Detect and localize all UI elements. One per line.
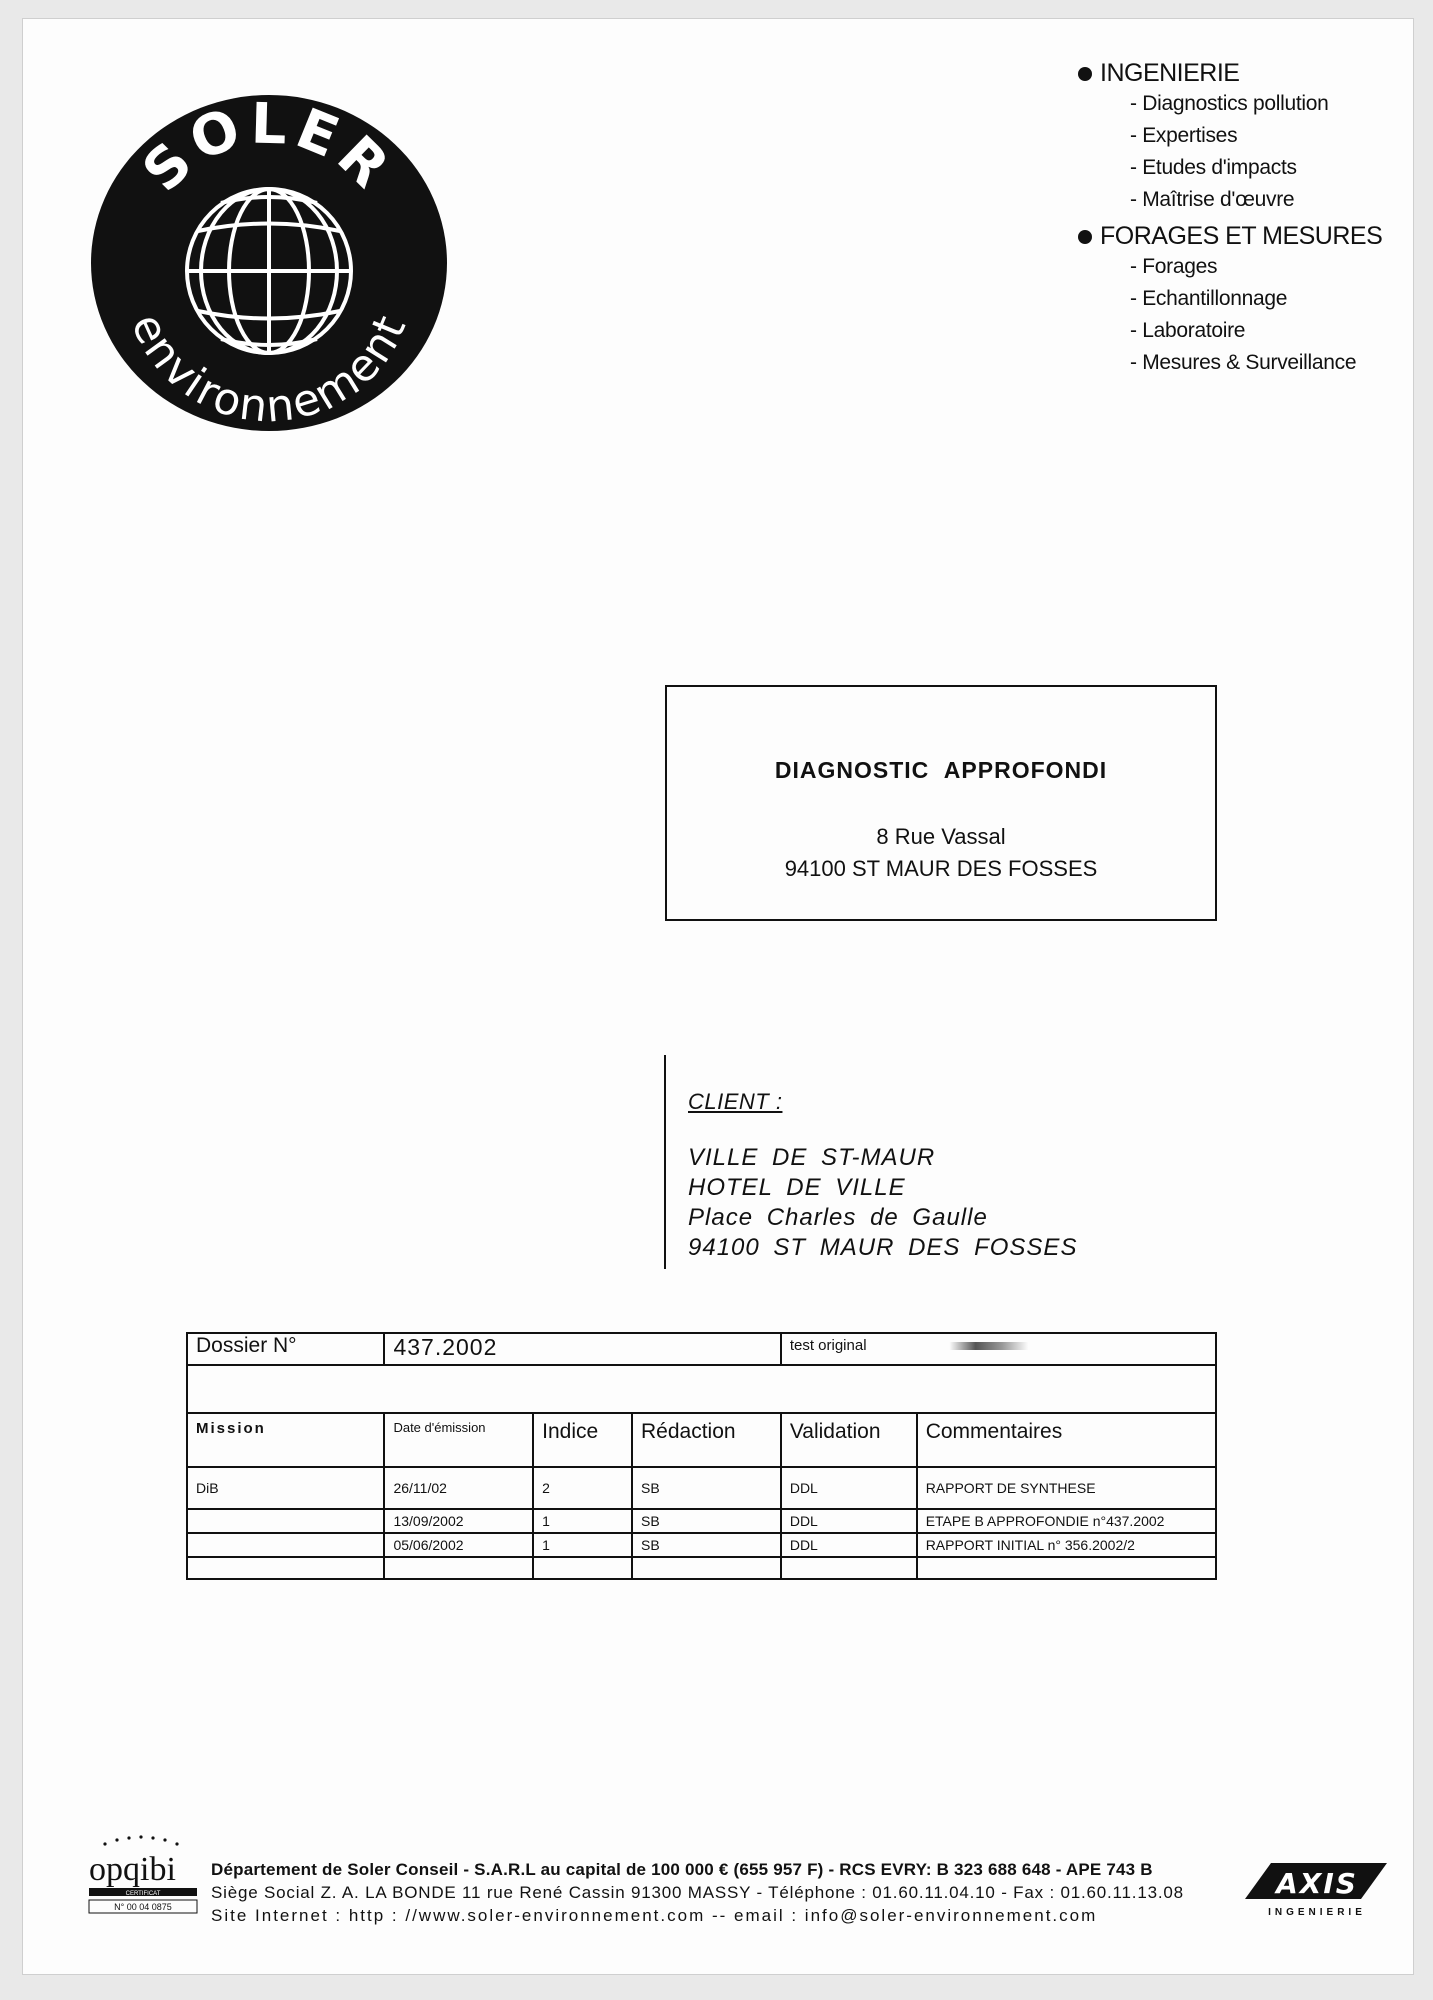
table-cell: SB xyxy=(632,1533,781,1557)
bullet-icon xyxy=(1078,67,1092,81)
service-item: - Laboratoire xyxy=(1130,319,1246,342)
footer-address-line: Siège Social Z. A. LA BONDE 11 rue René Cassin 91300 MASSY - Téléphone : 01.60.11.04.10 - Fax : 01.60.11.13.08 xyxy=(211,1883,1184,1902)
table-cell: SB xyxy=(632,1467,781,1509)
table-cell xyxy=(632,1557,781,1579)
col-header: Date d'émission xyxy=(384,1413,533,1467)
table-cell: RAPPORT DE SYNTHESE xyxy=(917,1467,1216,1509)
dossier-number: 437.2002 xyxy=(384,1333,780,1365)
table-cell: DDL xyxy=(781,1467,917,1509)
table-cell xyxy=(533,1557,632,1579)
table-cell: 2 xyxy=(533,1467,632,1509)
svg-text:CERTIFICAT: CERTIFICAT xyxy=(125,1891,161,1897)
logo-bottom-text: environnement xyxy=(120,306,417,433)
svg-text:AXIS: AXIS xyxy=(1276,1867,1358,1900)
col-header: Mission xyxy=(187,1413,384,1467)
table-cell: DDL xyxy=(781,1509,917,1533)
table-cell xyxy=(917,1557,1216,1579)
bullet-icon xyxy=(1078,230,1092,244)
col-header: Rédaction xyxy=(632,1413,781,1467)
table-cell: 13/09/2002 xyxy=(384,1509,533,1533)
service-group-forages xyxy=(1078,222,1382,379)
table-row xyxy=(187,1509,1216,1533)
stamp-smudge xyxy=(949,1342,1029,1350)
table-row xyxy=(187,1557,1216,1579)
table-cell: SB xyxy=(632,1509,781,1533)
company-footer xyxy=(211,1858,1184,1927)
client-line: 94100 ST MAUR DES FOSSES xyxy=(688,1234,1078,1261)
client-label: CLIENT : xyxy=(688,1089,783,1114)
dossier-table xyxy=(186,1332,1217,1580)
svg-text:N° 00 04 0875: N° 00 04 0875 xyxy=(114,1902,172,1912)
service-title: INGENIERIE xyxy=(1100,59,1240,87)
table-row xyxy=(187,1533,1216,1557)
soler-environnement-logo xyxy=(86,91,451,436)
table-cell xyxy=(187,1509,384,1533)
svg-text:opqibi: opqibi xyxy=(89,1851,176,1888)
service-item: - Etudes d'impacts xyxy=(1130,156,1297,179)
document-page xyxy=(22,18,1414,1975)
table-cell: 1 xyxy=(533,1509,632,1533)
svg-text:INGENIERIE: INGENIERIE xyxy=(1268,1907,1366,1918)
opqibi-certification-logo xyxy=(85,1834,203,1919)
table-cell xyxy=(781,1557,917,1579)
table-cell xyxy=(187,1533,384,1557)
service-item: - Maîtrise d'œuvre xyxy=(1130,188,1295,211)
table-cell: DDL xyxy=(781,1533,917,1557)
services-list xyxy=(1078,57,1382,379)
dossier-label: Dossier N° xyxy=(187,1333,384,1365)
service-item: - Expertises xyxy=(1130,124,1238,147)
service-item: - Mesures & Surveillance xyxy=(1130,351,1357,374)
service-group-ingenierie xyxy=(1078,59,1382,216)
table-row xyxy=(187,1467,1216,1509)
footer-legal-line: Département de Soler Conseil - S.A.R.L au capital de 100 000 € (655 957 F) - RCS EVRY: B 323 688 648 - APE 743 B xyxy=(211,1860,1153,1879)
report-title: DIAGNOSTIC APPROFONDI xyxy=(774,757,1108,783)
service-title: FORAGES ET MESURES xyxy=(1100,222,1383,250)
client-line: Place Charles de Gaulle xyxy=(688,1204,988,1231)
service-item: - Forages xyxy=(1130,255,1218,278)
table-cell: 1 xyxy=(533,1533,632,1557)
service-item: - Diagnostics pollution xyxy=(1130,92,1329,115)
table-cell: ETAPE B APPROFONDIE n°437.2002 xyxy=(917,1509,1216,1533)
dossier-status: test original xyxy=(789,1337,867,1354)
table-cell xyxy=(187,1557,384,1579)
logo-top-text: SOLER xyxy=(130,91,406,205)
site-address-line1: 8 Rue Vassal xyxy=(876,824,1006,849)
table-cell: 26/11/02 xyxy=(384,1467,533,1509)
footer-web-line: Site Internet : http : //www.soler-environnement.com -- email : info@soler-environnement.com xyxy=(211,1906,1098,1925)
client-line: VILLE DE ST-MAUR xyxy=(688,1144,936,1171)
report-title-box xyxy=(665,685,1217,921)
table-cell: 05/06/2002 xyxy=(384,1533,533,1557)
col-header: Validation xyxy=(781,1413,917,1467)
table-cell xyxy=(384,1557,533,1579)
axis-ingenierie-logo xyxy=(1241,1859,1391,1921)
col-header: Indice xyxy=(533,1413,632,1467)
col-header: Commentaires xyxy=(917,1413,1216,1467)
service-item: - Echantillonnage xyxy=(1130,287,1288,310)
client-block xyxy=(664,1055,1077,1269)
table-cell: DiB xyxy=(187,1467,384,1509)
table-cell: RAPPORT INITIAL n° 356.2002/2 xyxy=(917,1533,1216,1557)
client-line: HOTEL DE VILLE xyxy=(688,1174,906,1201)
site-address-line2: 94100 ST MAUR DES FOSSES xyxy=(784,856,1098,881)
